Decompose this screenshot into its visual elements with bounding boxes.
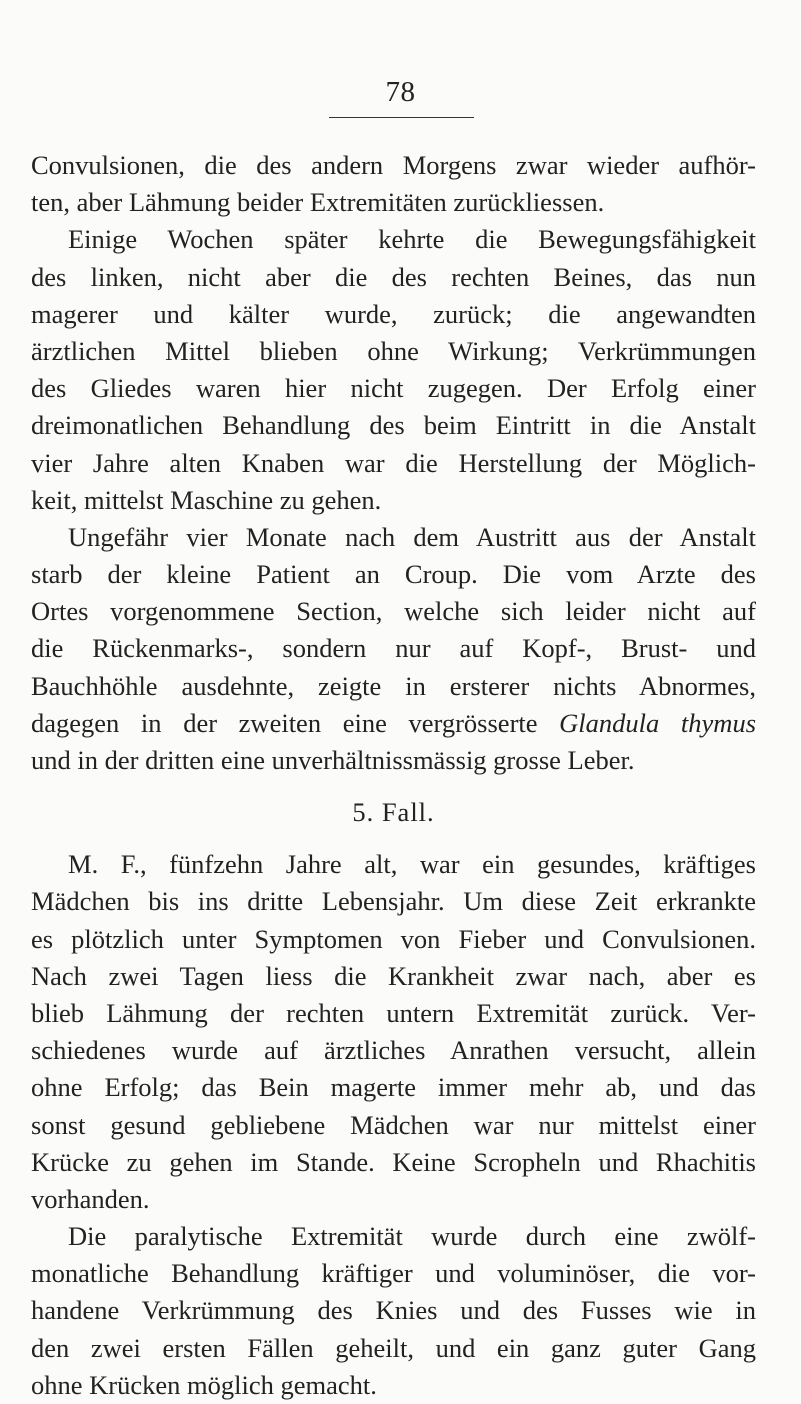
text-line: den zwei ersten Fällen geheilt, und ein ganz guter Gang <box>31 1332 756 1363</box>
text-line: Mädchen bis ins dritte Lebensjahr. Um diese Zeit erkrankte <box>31 886 756 917</box>
text-line: magerer und kälter wurde, zurück; die angewandten <box>31 298 756 329</box>
text-fragment: dagegen in der zweiten eine vergrösserte <box>31 707 538 738</box>
text-line: Ortes vorgenommene Section, welche sich leider nicht auf <box>31 596 756 627</box>
paragraph-start-line: Die paralytische Extremität wurde durch eine zwölf- <box>68 1221 756 1252</box>
text-line: Bauchhöhle ausdehnte, zeigte in ersterer nichts Abnormes, <box>31 670 756 701</box>
text-line: Krücke zu gehen im Stande. Keine Scropheln und Rhachitis <box>31 1146 756 1177</box>
text-line: Convulsionen, die des andern Morgens zwar wieder aufhör- <box>31 150 756 180</box>
text-line: vier Jahre alten Knaben war die Herstellung der Möglich- <box>31 447 756 478</box>
text-line: vorhanden. <box>31 1183 150 1214</box>
text-line: ohne Krücken möglich gemacht. <box>31 1369 377 1400</box>
text-line: und in der dritten eine unverhältnissmässig grosse Leber. <box>31 745 635 775</box>
text-line: sonst gesund gebliebene Mädchen war nur mittelst einer <box>31 1109 756 1140</box>
text-line: schiedenes wurde auf ärztliches Anrathen versucht, allein <box>31 1035 756 1066</box>
text-line <box>31 705 756 742</box>
text-line: ärztlichen Mittel blieben ohne Wirkung; Verkrümmungen <box>31 335 756 366</box>
text-line: starb der kleine Patient an Croup. Die vom Arzte des <box>31 559 756 590</box>
text-line: monatliche Behandlung kräftiger und voluminöser, die vor- <box>31 1258 756 1289</box>
text-line: keit, mittelst Maschine zu gehen. <box>31 484 382 515</box>
text-line: Nach zwei Tagen liess die Krankheit zwar nach, aber es <box>31 960 756 991</box>
body-text <box>31 147 756 1404</box>
text-line: des Gliedes waren hier nicht zugegen. Der Erfolg einer <box>31 373 756 404</box>
text-line: dreimonatlichen Behandlung des beim Eintritt in die Anstalt <box>31 410 756 441</box>
page-number: 78 <box>385 76 416 108</box>
latin-term: Glandula thymus <box>559 707 757 738</box>
text-line: des linken, nicht aber die des rechten Beines, das nun <box>31 261 756 292</box>
text-line: die Rückenmarks-, sondern nur auf Kopf-, Brust- und <box>31 633 756 664</box>
text-line: blieb Lähmung der rechten untern Extremität zurück. Ver- <box>31 997 756 1028</box>
case-heading: 5. Fall. <box>352 797 435 828</box>
text-line: handene Verkrümmung des Knies und des Fusses wie in <box>31 1295 756 1326</box>
text-line: es plötzlich unter Symptomen von Fieber und Convulsionen. <box>31 923 756 954</box>
text-line: ten, aber Lähmung beider Extremitäten zurückliessen. <box>31 187 605 218</box>
paragraph-start-line: Einige Wochen später kehrte die Bewegungsfähigkeit <box>68 224 756 255</box>
paragraph-start-line: M. F., fünfzehn Jahre alt, war ein gesundes, kräftiges <box>68 849 756 880</box>
header-rule <box>329 117 474 118</box>
text-line: ohne Erfolg; das Bein magerte immer mehr ab, und das <box>31 1072 756 1103</box>
paragraph-start-line: Ungefähr vier Monate nach dem Austritt aus der Anstalt <box>68 521 756 552</box>
